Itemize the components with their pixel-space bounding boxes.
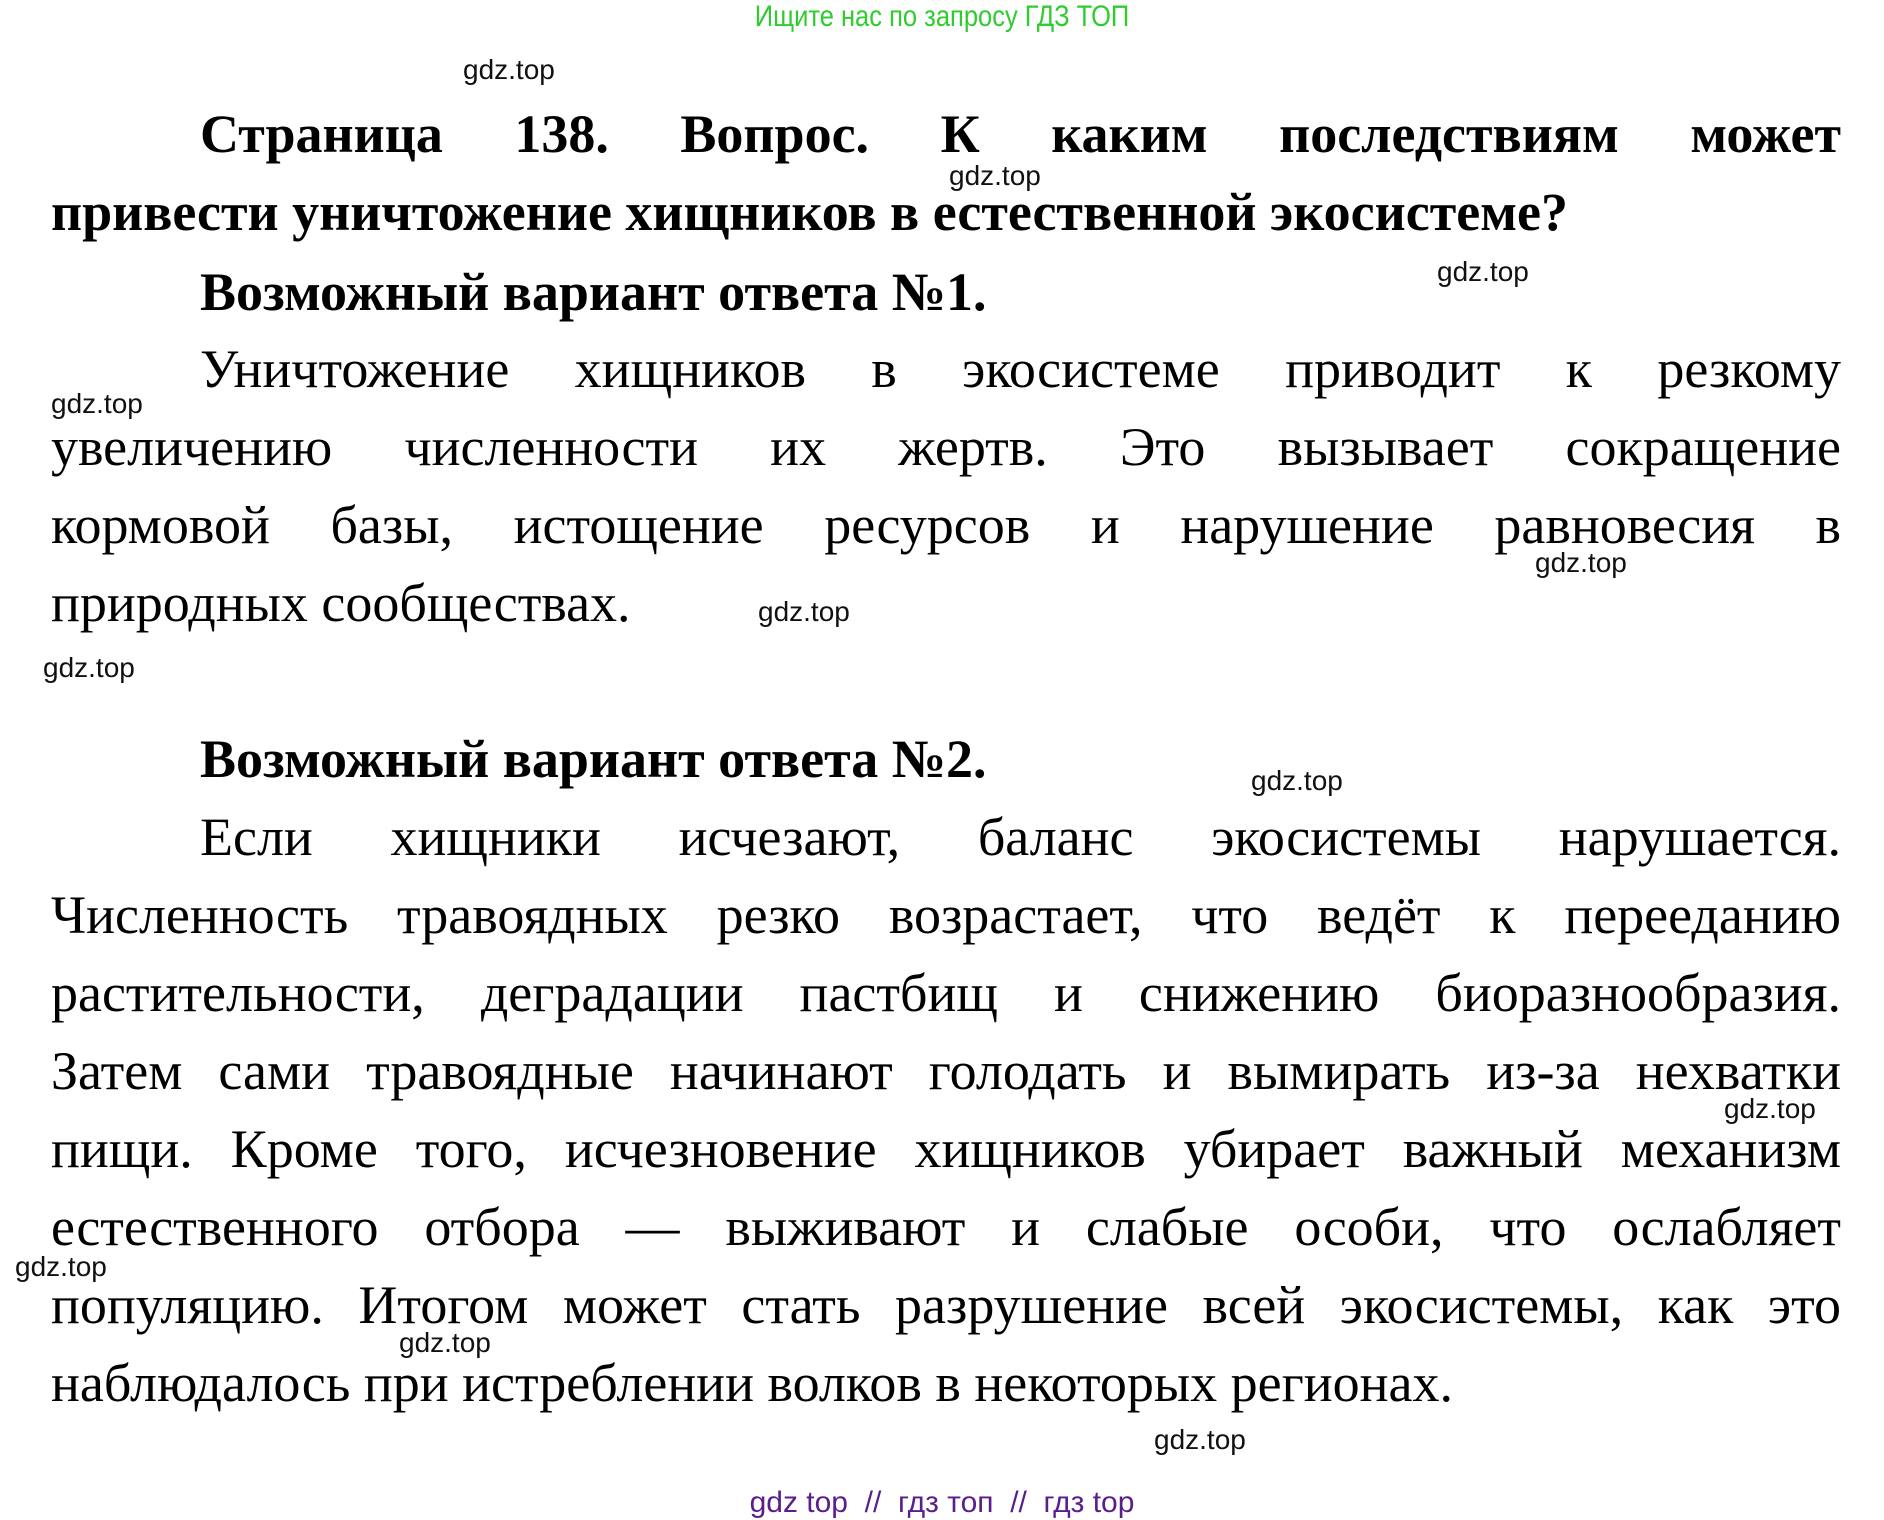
answer-line: пищи. Кроме того, исчезновение хищников убирает важный механизм (51, 1119, 1841, 1179)
question-line: Страница 138. Вопрос. К каким последствиям может (200, 104, 1841, 164)
watermark: gdz.top (51, 388, 143, 419)
answer-line: природных сообществах. (51, 573, 631, 633)
answer-line: популяцию. Итогом может стать разрушение всей экосистемы, как это (51, 1275, 1841, 1335)
watermark: gdz.top (15, 1251, 107, 1282)
answer-line: Уничтожение хищников в экосистеме приводит к резкому (200, 339, 1841, 399)
watermark: gdz.top (1535, 547, 1627, 578)
watermark: gdz.top (1437, 256, 1529, 287)
search-banner: Ищите нас по запросу ГДЗ ТОП (754, 0, 1130, 33)
answer1-text (51, 330, 1841, 642)
answer-line: Затем сами травоядные начинают голодать и вымирать из-за нехватки (51, 1041, 1841, 1101)
watermark: gdz.top (1154, 1424, 1246, 1455)
question (51, 95, 1841, 251)
watermark: gdz.top (949, 160, 1041, 191)
answer-line: естественного отбора — выживают и слабые особи, что ослабляет (51, 1197, 1841, 1257)
watermark: gdz.top (1251, 765, 1343, 796)
footer-links: gdz top // гдз топ // гдз top (749, 1486, 1135, 1519)
watermark: gdz.top (758, 596, 850, 627)
watermark: gdz.top (399, 1327, 491, 1358)
answer-line: растительности, деградации пастбищ и снижению биоразнообразия. (51, 963, 1841, 1023)
answer-line: кормовой базы, истощение ресурсов и нарушение равновесия в (51, 495, 1841, 555)
answer2-text (51, 798, 1841, 1422)
answer1-heading-text: Возможный вариант ответа №1. (200, 262, 987, 322)
answer-line: наблюдалось при истреблении волков в некоторых регионах. (51, 1353, 1454, 1413)
answer-line: увеличению численности их жертв. Это вызывает сокращение (51, 417, 1841, 477)
answer-line: Если хищники исчезают, баланс экосистемы нарушается. (200, 807, 1841, 867)
question-line: привести уничтожение хищников в естественной экосистеме? (51, 182, 1568, 242)
answer2-heading-text: Возможный вариант ответа №2. (200, 729, 987, 789)
answer1-heading (51, 253, 1841, 331)
answer-line: Численность травоядных резко возрастает, что ведёт к перееданию (51, 885, 1841, 945)
watermark: gdz.top (1724, 1093, 1816, 1124)
watermark: gdz.top (43, 652, 135, 683)
watermark: gdz.top (463, 54, 555, 85)
answer2-heading (51, 720, 1841, 798)
